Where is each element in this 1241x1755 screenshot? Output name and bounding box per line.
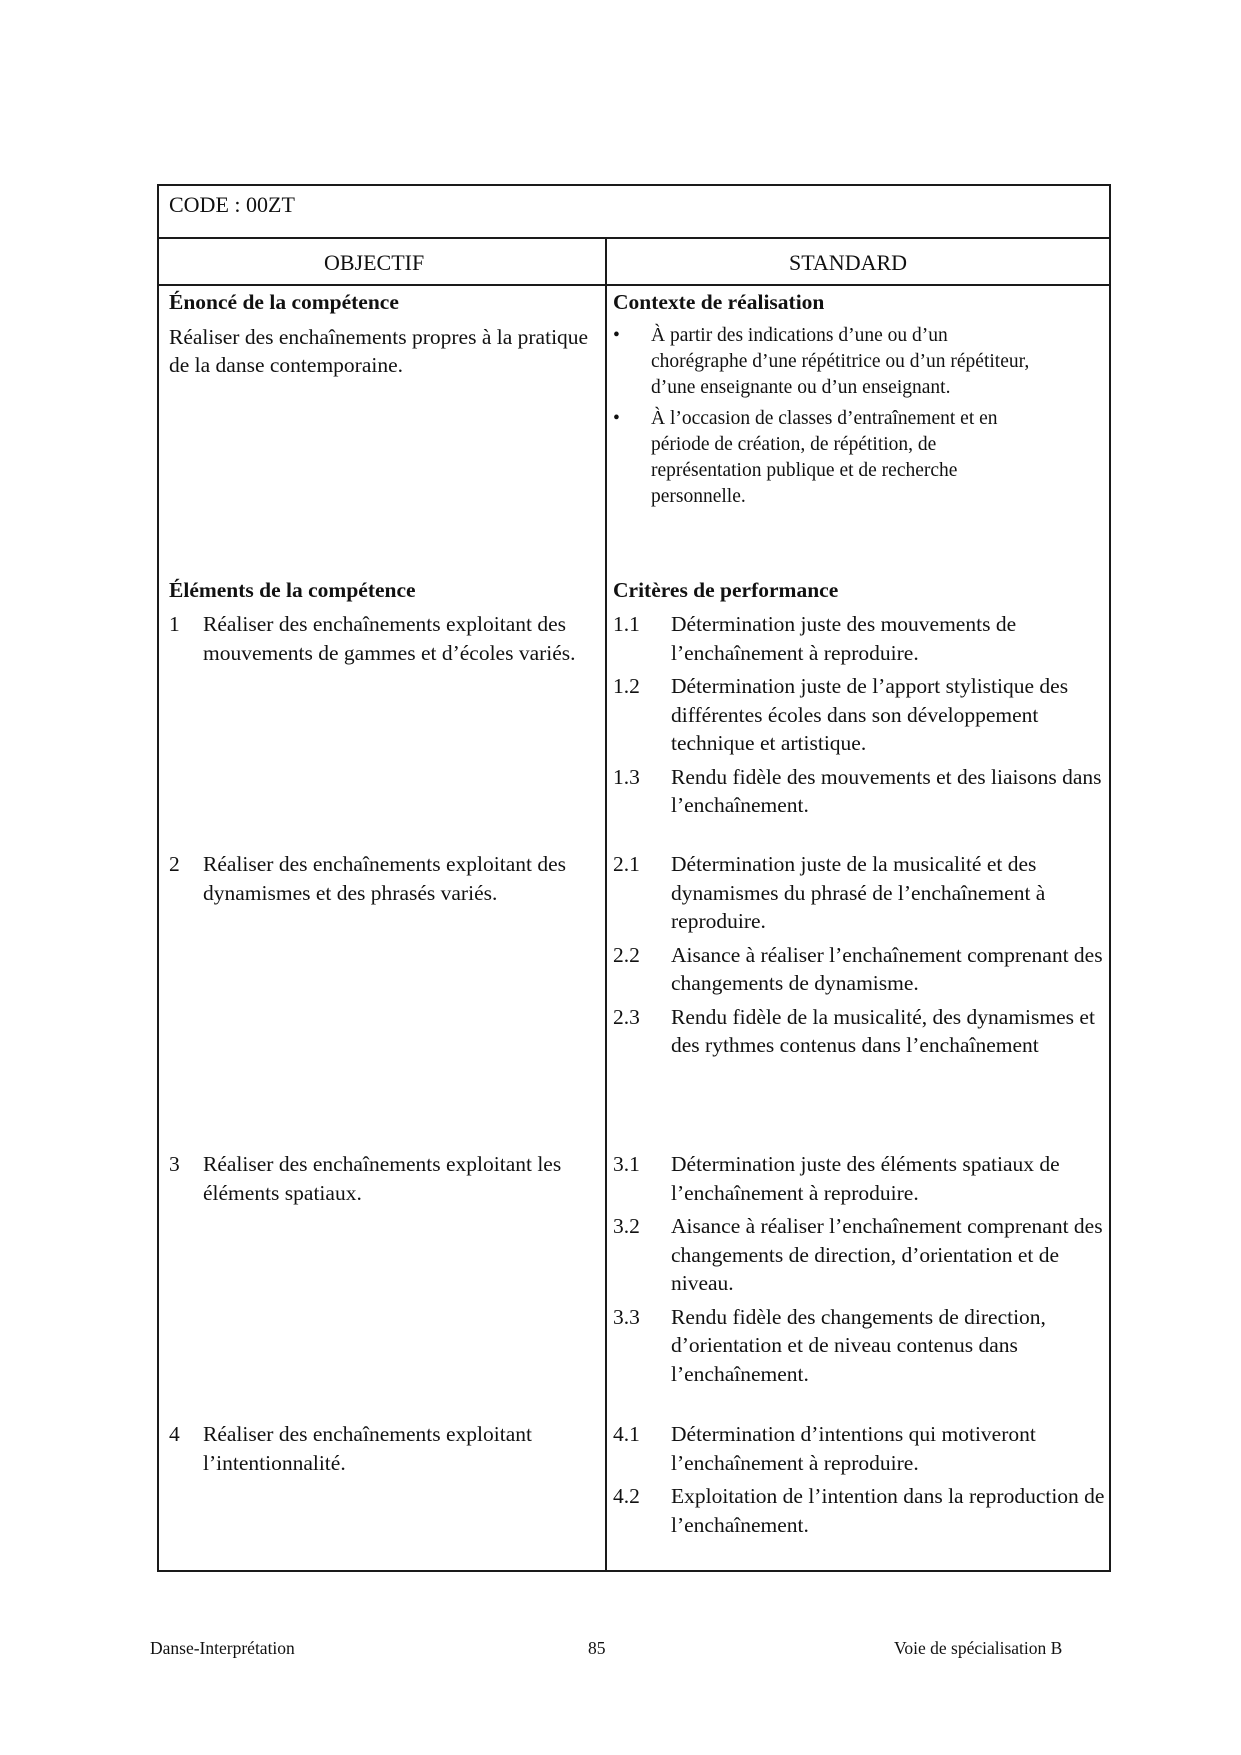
criterion-number: 4.2 (613, 1484, 640, 1508)
competence-table (157, 184, 1111, 1572)
contexte-section (613, 288, 1033, 515)
element-item (169, 850, 594, 907)
criteres-title: Critères de performance (613, 578, 839, 602)
element-text: Réaliser des enchaînements exploitant les éléments spatiaux. (203, 1152, 562, 1205)
contexte-item: À partir des indications d’une ou d’un chorégraphe d’une répétitrice ou d’un répétiteur, d’une enseignante ou d’un enseignant. (651, 324, 1030, 398)
divider-line (159, 284, 1109, 286)
element-item (169, 1150, 594, 1207)
enonce-text: Réaliser des enchaînements propres à la pratique de la danse contemporaine. (169, 324, 589, 377)
column-header-objectif: OBJECTIF (324, 250, 425, 275)
code-label: CODE : 00ZT (169, 192, 295, 217)
criterion-text: Détermination juste des mouvements de l’enchaînement à reproduire. (671, 612, 1017, 665)
page-number: 85 (588, 1638, 606, 1658)
criterion-text: Détermination juste des éléments spatiaux de l’enchaînement à reproduire. (671, 1152, 1060, 1205)
criterion-item (613, 1150, 1110, 1207)
footer-left: Danse-Interprétation (150, 1638, 295, 1658)
divider-line (159, 237, 1109, 239)
element-number: 4 (169, 1422, 180, 1446)
contexte-title: Contexte de réalisation (613, 290, 825, 314)
criterion-item (613, 941, 1110, 998)
criterion-text: Aisance à réaliser l’enchaînement comprenant des changements de direction, d’orientation et de niveau. (671, 1214, 1103, 1295)
criterion-item (613, 1303, 1110, 1389)
criterion-item (613, 610, 1110, 667)
criterion-number: 4.1 (613, 1422, 640, 1446)
criterion-text: Exploitation de l’intention dans la reproduction de l’enchaînement. (671, 1484, 1105, 1537)
criterion-text: Détermination d’intentions qui motiveront l’enchaînement à reproduire. (671, 1422, 1036, 1475)
criterion-item (613, 850, 1110, 936)
element-number: 2 (169, 852, 180, 876)
criterion-text: Rendu fidèle des changements de direction, d’orientation et de niveau contenus dans l’enchaînement. (671, 1304, 1046, 1386)
contexte-bullet (613, 406, 1033, 510)
criteria-group-2 (613, 850, 1110, 1065)
criterion-text: Aisance à réaliser l’enchaînement comprenant des changements de dynamisme. (671, 942, 1103, 995)
element-text: Réaliser des enchaînements exploitant des dynamismes et des phrasés variés. (203, 852, 566, 905)
bullet-icon: • (613, 324, 620, 346)
criteria-group-3 (613, 1150, 1110, 1393)
criteria-group-1 (613, 610, 1110, 825)
criterion-number: 3.1 (613, 1152, 640, 1176)
criterion-number: 2.2 (613, 942, 640, 967)
element-number: 3 (169, 1152, 180, 1176)
criterion-text: Rendu fidèle des mouvements et des liaisons dans l’enchaînement. (671, 764, 1102, 817)
elements-title: Éléments de la compétence (169, 578, 416, 602)
criterion-number: 1.2 (613, 674, 640, 698)
element-item (169, 610, 594, 667)
column-divider (605, 239, 607, 1570)
criterion-text: Détermination juste de la musicalité et des dynamismes du phrasé de l’enchaînement à reproduire. (671, 852, 1046, 933)
element-number: 1 (169, 612, 180, 636)
criterion-item (613, 672, 1110, 758)
criterion-item (613, 1212, 1110, 1298)
criteria-group-4 (613, 1420, 1110, 1544)
bullet-icon: • (613, 407, 620, 429)
element-text: Réaliser des enchaînements exploitant l’intentionnalité. (203, 1422, 532, 1475)
criterion-item (613, 1003, 1110, 1060)
criterion-number: 3.2 (613, 1214, 640, 1238)
criterion-item (613, 1420, 1110, 1477)
criterion-number: 2.3 (613, 1004, 640, 1029)
criterion-item (613, 1482, 1110, 1539)
criterion-number: 1.3 (613, 764, 640, 789)
enonce-section (169, 288, 599, 380)
criterion-number: 1.1 (613, 612, 640, 636)
criterion-number: 2.1 (613, 852, 640, 876)
footer-right: Voie de spécialisation B (894, 1638, 1063, 1658)
element-text: Réaliser des enchaînements exploitant des mouvements de gammes et d’écoles variés. (203, 612, 576, 665)
column-header-standard: STANDARD (789, 250, 908, 275)
criterion-item (613, 763, 1110, 820)
criterion-text: Rendu fidèle de la musicalité, des dynamismes et des rythmes contenus dans l’enchaînement (671, 1004, 1095, 1057)
element-item (169, 1420, 594, 1477)
criterion-text: Détermination juste de l’apport stylistique des différentes écoles dans son développement technique et artistique. (671, 674, 1069, 755)
contexte-bullet (613, 323, 1033, 401)
criterion-number: 3.3 (613, 1304, 640, 1329)
contexte-item: À l’occasion de classes d’entraînement et en période de création, de répétition, de représentation publique et de recherche personnelle. (651, 407, 998, 507)
enonce-title: Énoncé de la compétence (169, 290, 399, 314)
